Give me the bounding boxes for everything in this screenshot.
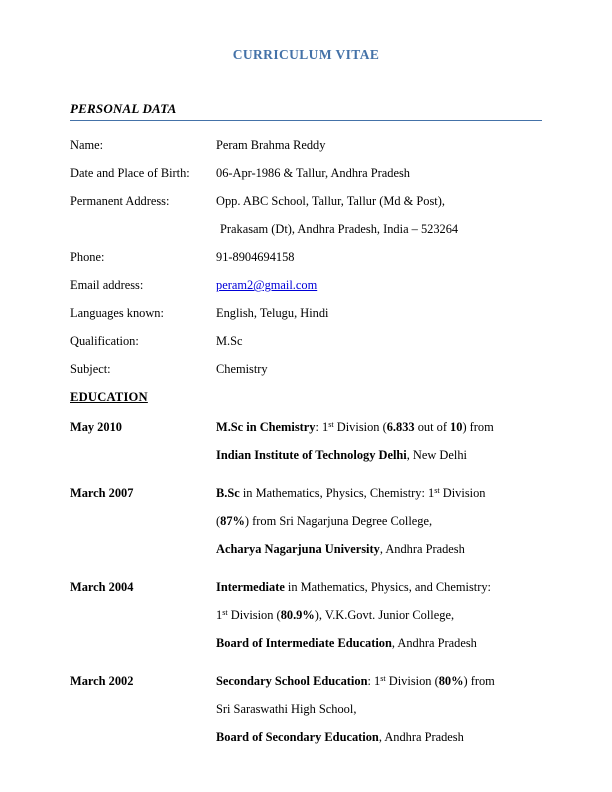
personal-data-label: Phone: <box>70 250 105 264</box>
education-detail-line: B.Sc in Mathematics, Physics, Chemistry: 1st Division <box>216 486 486 500</box>
personal-data-row <box>0 138 612 166</box>
education-detail-line: M.Sc in Chemistry: 1st Division (6.833 out of 10) from <box>216 420 494 434</box>
page-title: CURRICULUM VITAE <box>232 47 380 62</box>
personal-data-value: 91-8904694158 <box>216 250 295 264</box>
personal-data-value: Opp. ABC School, Tallur, Tallur (Md & Post), <box>216 194 445 208</box>
education-detail-line: Intermediate in Mathematics, Physics, and Chemistry: <box>216 580 491 594</box>
education-entry <box>0 486 612 580</box>
education-entry <box>0 580 612 674</box>
personal-data-value: Peram Brahma Reddy <box>216 138 326 152</box>
education-entry-date: May 2010 <box>70 420 122 434</box>
personal-data-label: Name: <box>70 138 104 152</box>
education-entry-date: March 2002 <box>70 674 134 688</box>
personal-data-list <box>0 138 612 390</box>
personal-data-row <box>0 194 612 222</box>
education-entry <box>0 420 612 486</box>
personal-data-label: Languages known: <box>70 306 164 320</box>
personal-data-row <box>0 334 612 362</box>
education-detail-line: (87%) from Sri Nagarjuna Degree College, <box>216 514 433 528</box>
education-detail-line: Secondary School Education: 1st Division (80%) from <box>216 674 495 688</box>
education-detail-line: Sri Saraswathi High School, <box>216 702 357 716</box>
personal-data-label: Email address: <box>70 278 144 292</box>
personal-data-label: Subject: <box>70 362 111 376</box>
personal-data-label: Qualification: <box>70 334 139 348</box>
education-entry-detail <box>216 420 556 476</box>
personal-data-row <box>0 250 612 278</box>
personal-data-value[interactable] <box>216 278 317 293</box>
section-heading-personal-data: PERSONAL DATA <box>70 101 177 116</box>
personal-data-label: Date and Place of Birth: <box>70 166 190 180</box>
education-detail-line: 1st Division (80.9%), V.K.Govt. Junior College, <box>216 608 455 622</box>
personal-data-label: Permanent Address: <box>70 194 170 208</box>
education-entry-date: March 2004 <box>70 580 134 594</box>
education-entry-date: March 2007 <box>70 486 134 500</box>
education-detail-line: Board of Secondary Education, Andhra Pradesh <box>216 730 464 744</box>
personal-data-row <box>0 222 612 250</box>
personal-data-value: Chemistry <box>216 362 268 376</box>
personal-data-row <box>0 166 612 194</box>
personal-data-row <box>0 278 612 306</box>
education-entry-detail <box>216 674 556 758</box>
personal-data-value: 06-Apr-1986 & Tallur, Andhra Pradesh <box>216 166 410 180</box>
personal-data-value: English, Telugu, Hindi <box>216 306 329 320</box>
email-link[interactable]: peram2@gmail.com <box>216 278 318 292</box>
personal-data-row <box>0 362 612 390</box>
education-entry <box>0 674 612 768</box>
education-detail-line: Indian Institute of Technology Delhi, New Delhi <box>216 448 467 462</box>
education-detail-line: Board of Intermediate Education, Andhra Pradesh <box>216 636 477 650</box>
personal-data-value: Prakasam (Dt), Andhra Pradesh, India – 523264 <box>220 222 459 236</box>
education-entry-detail <box>216 580 556 664</box>
personal-data-row <box>0 306 612 334</box>
education-detail-line: Acharya Nagarjuna University, Andhra Pradesh <box>216 542 465 556</box>
personal-data-value: M.Sc <box>216 334 243 348</box>
education-entry-detail <box>216 486 556 570</box>
section-divider <box>70 120 542 121</box>
section-heading-education: EDUCATION <box>70 390 148 404</box>
education-list <box>0 420 612 768</box>
